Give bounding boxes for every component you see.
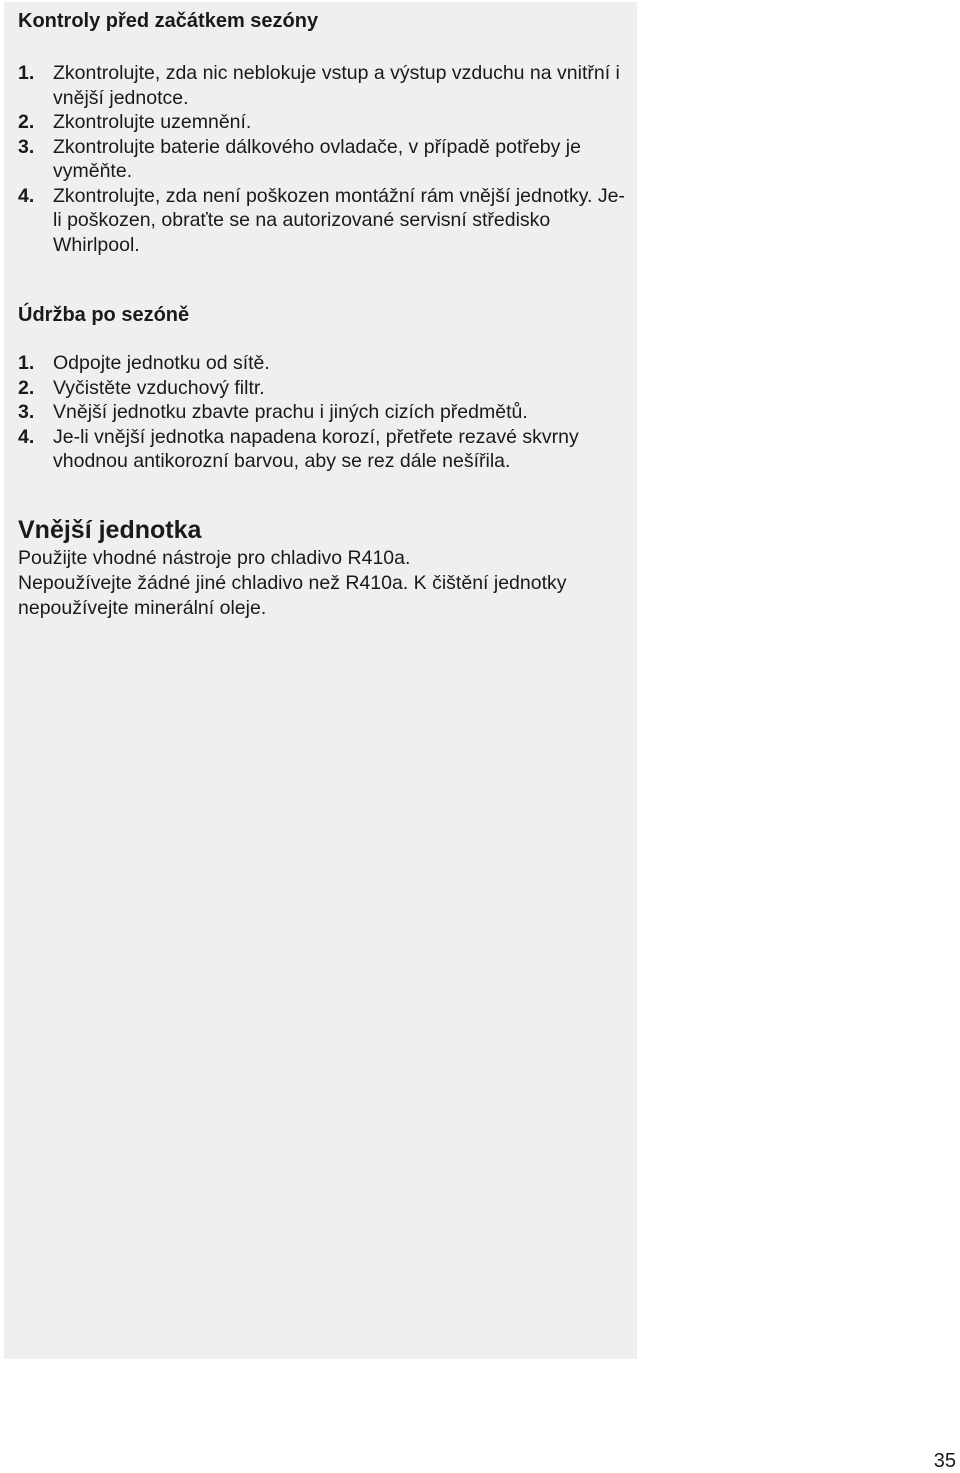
pre-season-title: Kontroly před začátkem sezóny [18, 10, 319, 32]
outdoor-unit-line-1: Použijte vhodné nástroje pro chladivo R410a. [18, 546, 411, 569]
list-item-number: 3. [18, 135, 35, 158]
list-item-number: 4. [18, 184, 35, 207]
list-item-number: 2. [18, 111, 35, 133]
list-item [18, 400, 628, 425]
list-item-text: Zkontrolujte uzemnění. [53, 111, 252, 133]
list-item-number: 4. [18, 425, 35, 448]
list-item [18, 110, 628, 135]
list-item [18, 376, 628, 401]
list-item-text: Zkontrolujte baterie dálkového ovladače, v případě potřeby je vyměňte. [53, 135, 581, 182]
list-item [18, 351, 628, 376]
list-item-text: Zkontrolujte, zda není poškozen montážní rám vnější jednotky. Je-li poškozen, obraťte se na autorizované servisní středisko Whirlpool. [53, 184, 625, 256]
list-item-number: 2. [18, 376, 35, 399]
list-item-number: 3. [18, 401, 35, 423]
list-item [18, 61, 628, 110]
list-item-text: Odpojte jednotku od sítě. [53, 352, 270, 374]
list-item [18, 135, 628, 184]
list-item-number: 1. [18, 62, 35, 84]
outdoor-unit-title: Vnější jednotka [18, 515, 202, 544]
list-item [18, 184, 628, 258]
list-item-text: Vnější jednotku zbavte prachu i jiných cizích předmětů. [53, 401, 528, 423]
page-number: 35 [933, 1450, 956, 1472]
post-season-list [18, 351, 628, 474]
page-content [18, 8, 628, 621]
list-item-number: 1. [18, 352, 35, 374]
list-item-text: Vyčistěte vzduchový filtr. [53, 376, 265, 399]
outdoor-unit-text [18, 546, 628, 621]
list-item-text: Zkontrolujte, zda nic neblokuje vstup a výstup vzduchu na vnitřní i vnější jednotce. [53, 62, 620, 109]
pre-season-list [18, 61, 628, 257]
outdoor-unit-line-2: Nepoužívejte žádné jiné chladivo než R410a. K čištění jednotky nepoužívejte minerální oleje. [18, 571, 567, 619]
post-season-title: Údržba po sezóně [18, 304, 190, 326]
list-item-text: Je-li vnější jednotka napadena korozí, přetřete rezavé skvrny vhodnou antikorozní barvou, aby se rez dále nešířila. [53, 425, 579, 472]
list-item [18, 425, 628, 474]
